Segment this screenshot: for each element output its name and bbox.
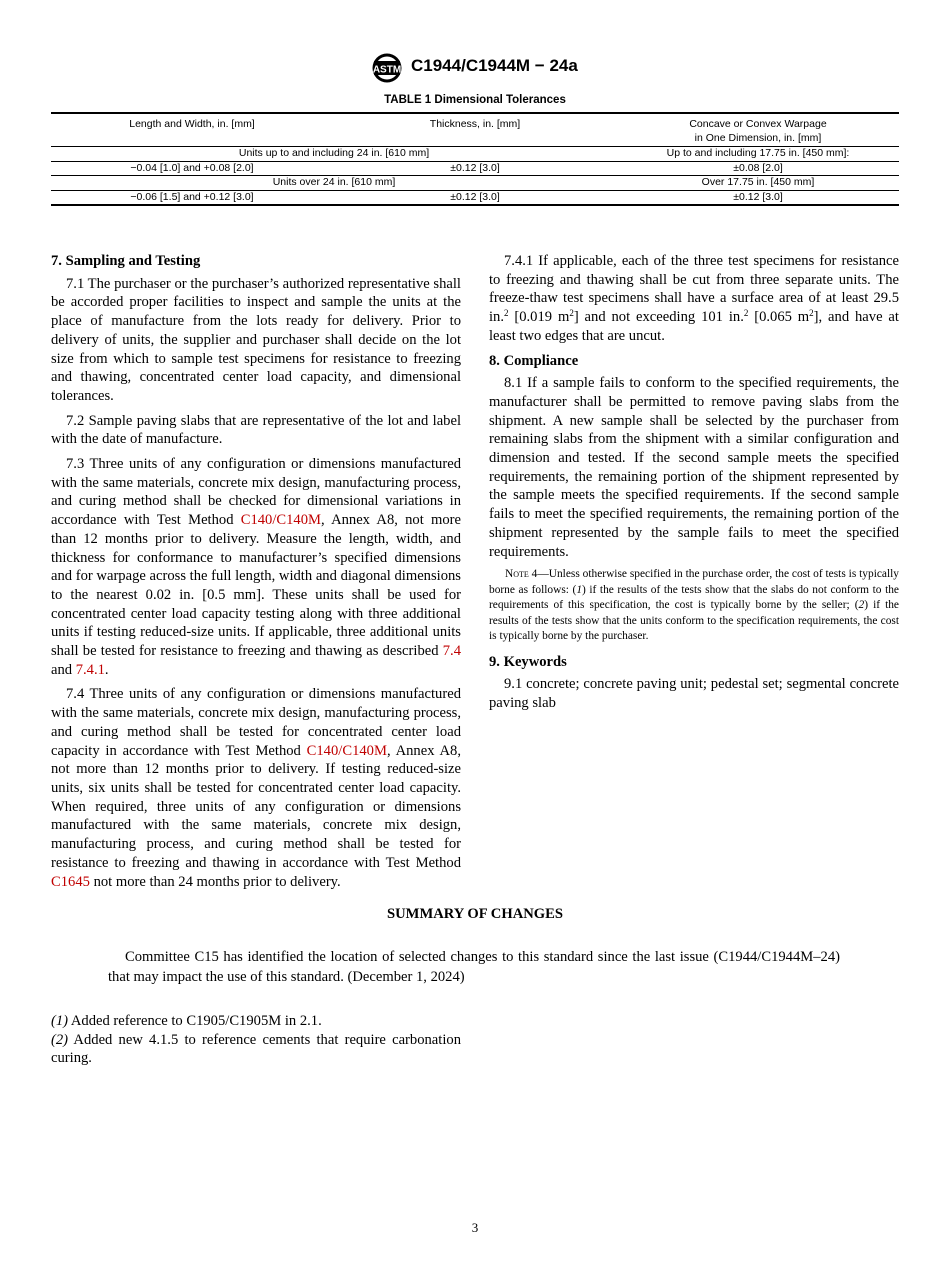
page-number: 3 bbox=[471, 1220, 479, 1235]
link-c1645[interactable]: C1645 bbox=[51, 873, 90, 890]
link-c140[interactable]: C140/C140M bbox=[306, 742, 387, 759]
table-cell: ±0.12 [3.0] bbox=[733, 190, 783, 203]
link-7-4[interactable]: 7.4 bbox=[442, 643, 461, 660]
astm-logo-text: ASTM bbox=[372, 64, 402, 76]
document-designation: C1944/C1944M − 24a bbox=[411, 56, 578, 75]
group-warp-label: Over 17.75 in. [450 mm] bbox=[701, 176, 815, 188]
table-header-row bbox=[51, 113, 899, 147]
table-cell: −0.06 [1.5] and +0.12 [3.0] bbox=[130, 190, 254, 203]
table-group-row bbox=[51, 176, 899, 191]
paragraph-7-1: 7.1 The purchaser or the purchaser’s authorized representative shall be accorded proper facilities to inspect and sample the units at the place of manufacture from the lots ready for delivery. Prior to delivery of units, the supplier and purchaser shall decide on the lot size from which to sample test specimens for resistance to freezing and thawing, concentrated center load capacity, and dimensional tolerances. bbox=[51, 275, 461, 404]
note-4: Note 4—Unless otherwise specified in the purchase order, the cost of tests is typically borne as follows: (1) if the results of the tests show that the slabs do not conform to the requirements of this specification, the cost is typically borne by the seller; (2) if the results of the tests show that the units conform to the specification requirements, the cost is typically borne by the purchaser. bbox=[489, 568, 899, 643]
changes-list bbox=[51, 1012, 461, 1068]
table-cell: ±0.08 [2.0] bbox=[733, 161, 783, 174]
table-cell: ±0.12 [3.0] bbox=[450, 161, 500, 174]
change-item: (2) Added new 4.1.5 to reference cements that require carbonation curing. bbox=[51, 1031, 461, 1067]
table-cell: ±0.12 [3.0] bbox=[450, 190, 500, 203]
right-column bbox=[489, 252, 899, 719]
section-8-heading: 8. Compliance bbox=[489, 352, 579, 369]
astm-logo-icon bbox=[369, 52, 405, 84]
column-header: Thickness, in. [mm] bbox=[429, 118, 521, 130]
column-header: Length and Width, in. [mm] bbox=[129, 118, 255, 130]
section-7-heading: 7. Sampling and Testing bbox=[51, 253, 201, 269]
link-c140[interactable]: C140/C140M bbox=[240, 512, 321, 529]
document-header bbox=[0, 52, 950, 84]
table-caption: TABLE 1 Dimensional Tolerances bbox=[384, 94, 566, 106]
table-cell: −0.04 [1.0] and +0.08 [2.0] bbox=[130, 161, 254, 174]
summary-intro: Committee C15 has identified the location of selected changes to this standard since the last issue (C1944/C1944M–24) that may impact the use of this standard. (December 1, 2024) bbox=[108, 949, 840, 985]
table-row bbox=[51, 190, 899, 205]
dimensional-tolerances-table bbox=[51, 112, 899, 206]
paragraph-7-4: 7.4 Three units of any configuration or dimensions manufactured with the same materials, concrete mix design, manufacturing process, and curing method shall be tested for concentrated center load capacity in accordance with Test Method C140/C140M, Annex A8, not more than 12 months prior to delivery. If testing reduced-size units, six units shall be tested for concentrated center load capacity. When required, three units of any configuration or dimensions manufactured with the same materials, concrete mix design, manufacturing process, and curing method shall be tested for resistance to freezing and thawing in accordance with Test Method C1645 not more than 24 months prior to delivery. bbox=[51, 686, 461, 890]
group-label: Units over 24 in. [610 mm] bbox=[272, 176, 396, 188]
link-7-4-1[interactable]: 7.4.1 bbox=[75, 661, 105, 678]
group-label: Units up to and including 24 in. [610 mm] bbox=[238, 147, 430, 159]
paragraph-7-4-1: 7.4.1 If applicable, each of the three test specimens for resistance to freezing and thawing shall be cut from three separate units. The freeze-thaw test specimens shall have a surface area of at least 29.5 in.$^2$ [0.019 $m^2$] and not exceeding 101 in.$^2$ [0.065 $m^2$], and have at least two edges that are uncut. bbox=[489, 253, 899, 344]
summary-heading: SUMMARY OF CHANGES bbox=[387, 906, 563, 922]
paragraph-8-1: 8.1 If a sample fails to conform to the specified requirements, the manufacturer shall be permitted to remove paving slabs from the shipment. A new sample shall be selected by the purchaser from remaining slabs from the shipment with a similar configuration and dimension and tested. If the second sample meets the specified requirements, the remaining portion of the shipment represented by the sample meets the specified requirements. If the second sample fails to meet the specified requirements, the remaining portion of the shipment represented by the sample fails to meet the specified requirements. bbox=[489, 375, 899, 560]
section-9-heading: 9. Keywords bbox=[489, 653, 567, 670]
table-row bbox=[51, 161, 899, 176]
change-item: (1) Added reference to C1905/C1905M in 2.1. bbox=[51, 1013, 322, 1029]
paragraph-7-2: 7.2 Sample paving slabs that are representative of the lot and label with the date of manufacture. bbox=[51, 412, 461, 448]
column-header: Concave or Convex Warpage in One Dimension, in. [mm] bbox=[689, 118, 827, 144]
paragraph-9-1: 9.1 concrete; concrete paving unit; pedestal set; segmental concrete paving slab bbox=[489, 676, 899, 712]
left-column bbox=[51, 252, 461, 897]
group-warp-label: Up to and including 17.75 in. [450 mm]: bbox=[666, 147, 850, 159]
paragraph-7-3: 7.3 Three units of any configuration or dimensions manufactured with the same materials, concrete mix design, manufacturing process, and curing method shall be checked for dimensional variations in accordance with Test Method C140/C140M, Annex A8, not more than 12 months prior to delivery. Measure the length, width, and thickness for conformance to manufacturer’s specified dimensions and for warpage across the full length, width and diagonal dimensions to the nearest 0.02 in. [0.5 mm]. These units shall be used for concentrated center load capacity testing along with three additional units if testing reduced-size units. If applicable, three additional units shall be tested for resistance to freezing and thawing as described 7.4 and 7.4.1. bbox=[51, 456, 461, 678]
table-group-row bbox=[51, 147, 899, 162]
